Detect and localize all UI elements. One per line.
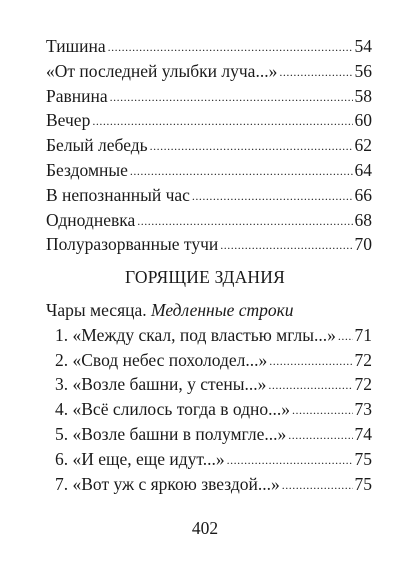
page-number: 402	[191, 518, 219, 538]
toc-entry-page: 56	[354, 60, 372, 81]
dot-leader	[108, 33, 353, 60]
toc-entry-title: Тишина	[46, 36, 106, 56]
toc-entry-title: 1. «Между скал, под властью мглы...»	[55, 324, 336, 345]
toc-entry-page: 72	[354, 349, 372, 370]
toc-entry-title: Вечер	[46, 110, 91, 131]
toc-entry	[46, 372, 372, 397]
toc-entry-page: 73	[354, 399, 372, 420]
toc-entry-page: 62	[354, 135, 372, 156]
toc-list-top	[46, 34, 372, 257]
toc-entry-title: Равнина	[46, 85, 108, 106]
toc-entry	[46, 232, 372, 257]
dot-leader	[150, 132, 353, 159]
toc-entry	[46, 158, 372, 183]
toc-entry	[46, 59, 372, 84]
toc-entry-page: 72	[354, 374, 372, 395]
toc-entry-title: 6. «И еще, еще идут...»	[55, 448, 225, 469]
toc-entry-page: 75	[354, 473, 372, 494]
dot-leader	[192, 182, 353, 209]
group-title	[46, 298, 372, 323]
dot-leader	[282, 471, 353, 498]
toc-entry-page: 60	[354, 110, 372, 131]
toc-entry-title: 4. «Всё слилось тогда в одно...»	[55, 399, 291, 420]
toc-entry	[46, 108, 372, 133]
dot-leader	[227, 446, 353, 473]
dot-leader	[292, 396, 352, 423]
toc-entry-title: 5. «Возле башни в полумгле...»	[55, 423, 287, 444]
toc-entry	[46, 323, 372, 348]
toc-entry-title: 7. «Вот уж с яркою звездой...»	[55, 473, 280, 494]
toc-entry	[46, 84, 372, 109]
toc-entry	[46, 183, 372, 208]
toc-group	[46, 298, 372, 496]
toc-entry	[46, 422, 372, 447]
toc-entry-page: 64	[354, 159, 372, 180]
toc-entry-title: Однодневка	[46, 209, 136, 230]
toc-entry-page: 58	[354, 85, 372, 106]
toc-entry-title: 3. «Возле башни, у стены...»	[55, 374, 267, 395]
toc-entry	[46, 472, 372, 497]
toc-entry	[46, 447, 372, 472]
dot-leader	[288, 421, 352, 448]
toc-entry-title: 2. «Свод небес похолодел...»	[55, 349, 268, 370]
toc-entry	[46, 133, 372, 158]
dot-leader	[220, 231, 352, 258]
toc-entry-page: 66	[354, 184, 372, 205]
toc-entry-page: 54	[354, 36, 372, 56]
dot-leader	[110, 83, 353, 110]
toc-entry-page: 74	[354, 423, 372, 444]
toc-entry	[46, 208, 372, 233]
toc-entry-page: 71	[354, 324, 372, 345]
toc-entry	[46, 34, 372, 59]
dot-leader	[268, 371, 352, 398]
group-title-italic: Медленные строки	[151, 300, 294, 320]
toc-entry	[46, 348, 372, 373]
dot-leader	[130, 157, 353, 184]
dot-leader	[338, 322, 353, 349]
toc-entry-title: В непознанный час	[46, 184, 190, 205]
toc-entry-page: 70	[354, 234, 372, 255]
toc-entry-title: Полуразорванные тучи	[46, 234, 219, 255]
group-title-regular: Чары месяца.	[46, 300, 151, 320]
toc-entry-title: Белый лебедь	[46, 135, 148, 156]
dot-leader	[269, 347, 352, 374]
dot-leader	[137, 207, 352, 234]
toc-entry-page: 68	[354, 209, 372, 230]
toc-entry	[46, 397, 372, 422]
dot-leader	[92, 107, 352, 134]
toc-entry-title: «От последней улыбки луча...»	[46, 60, 278, 81]
toc-entry-title: Бездомные	[46, 159, 128, 180]
dot-leader	[279, 58, 352, 85]
toc-entry-page: 75	[354, 448, 372, 469]
section-heading: ГОРЯЩИЕ ЗДАНИЯ	[124, 267, 285, 287]
